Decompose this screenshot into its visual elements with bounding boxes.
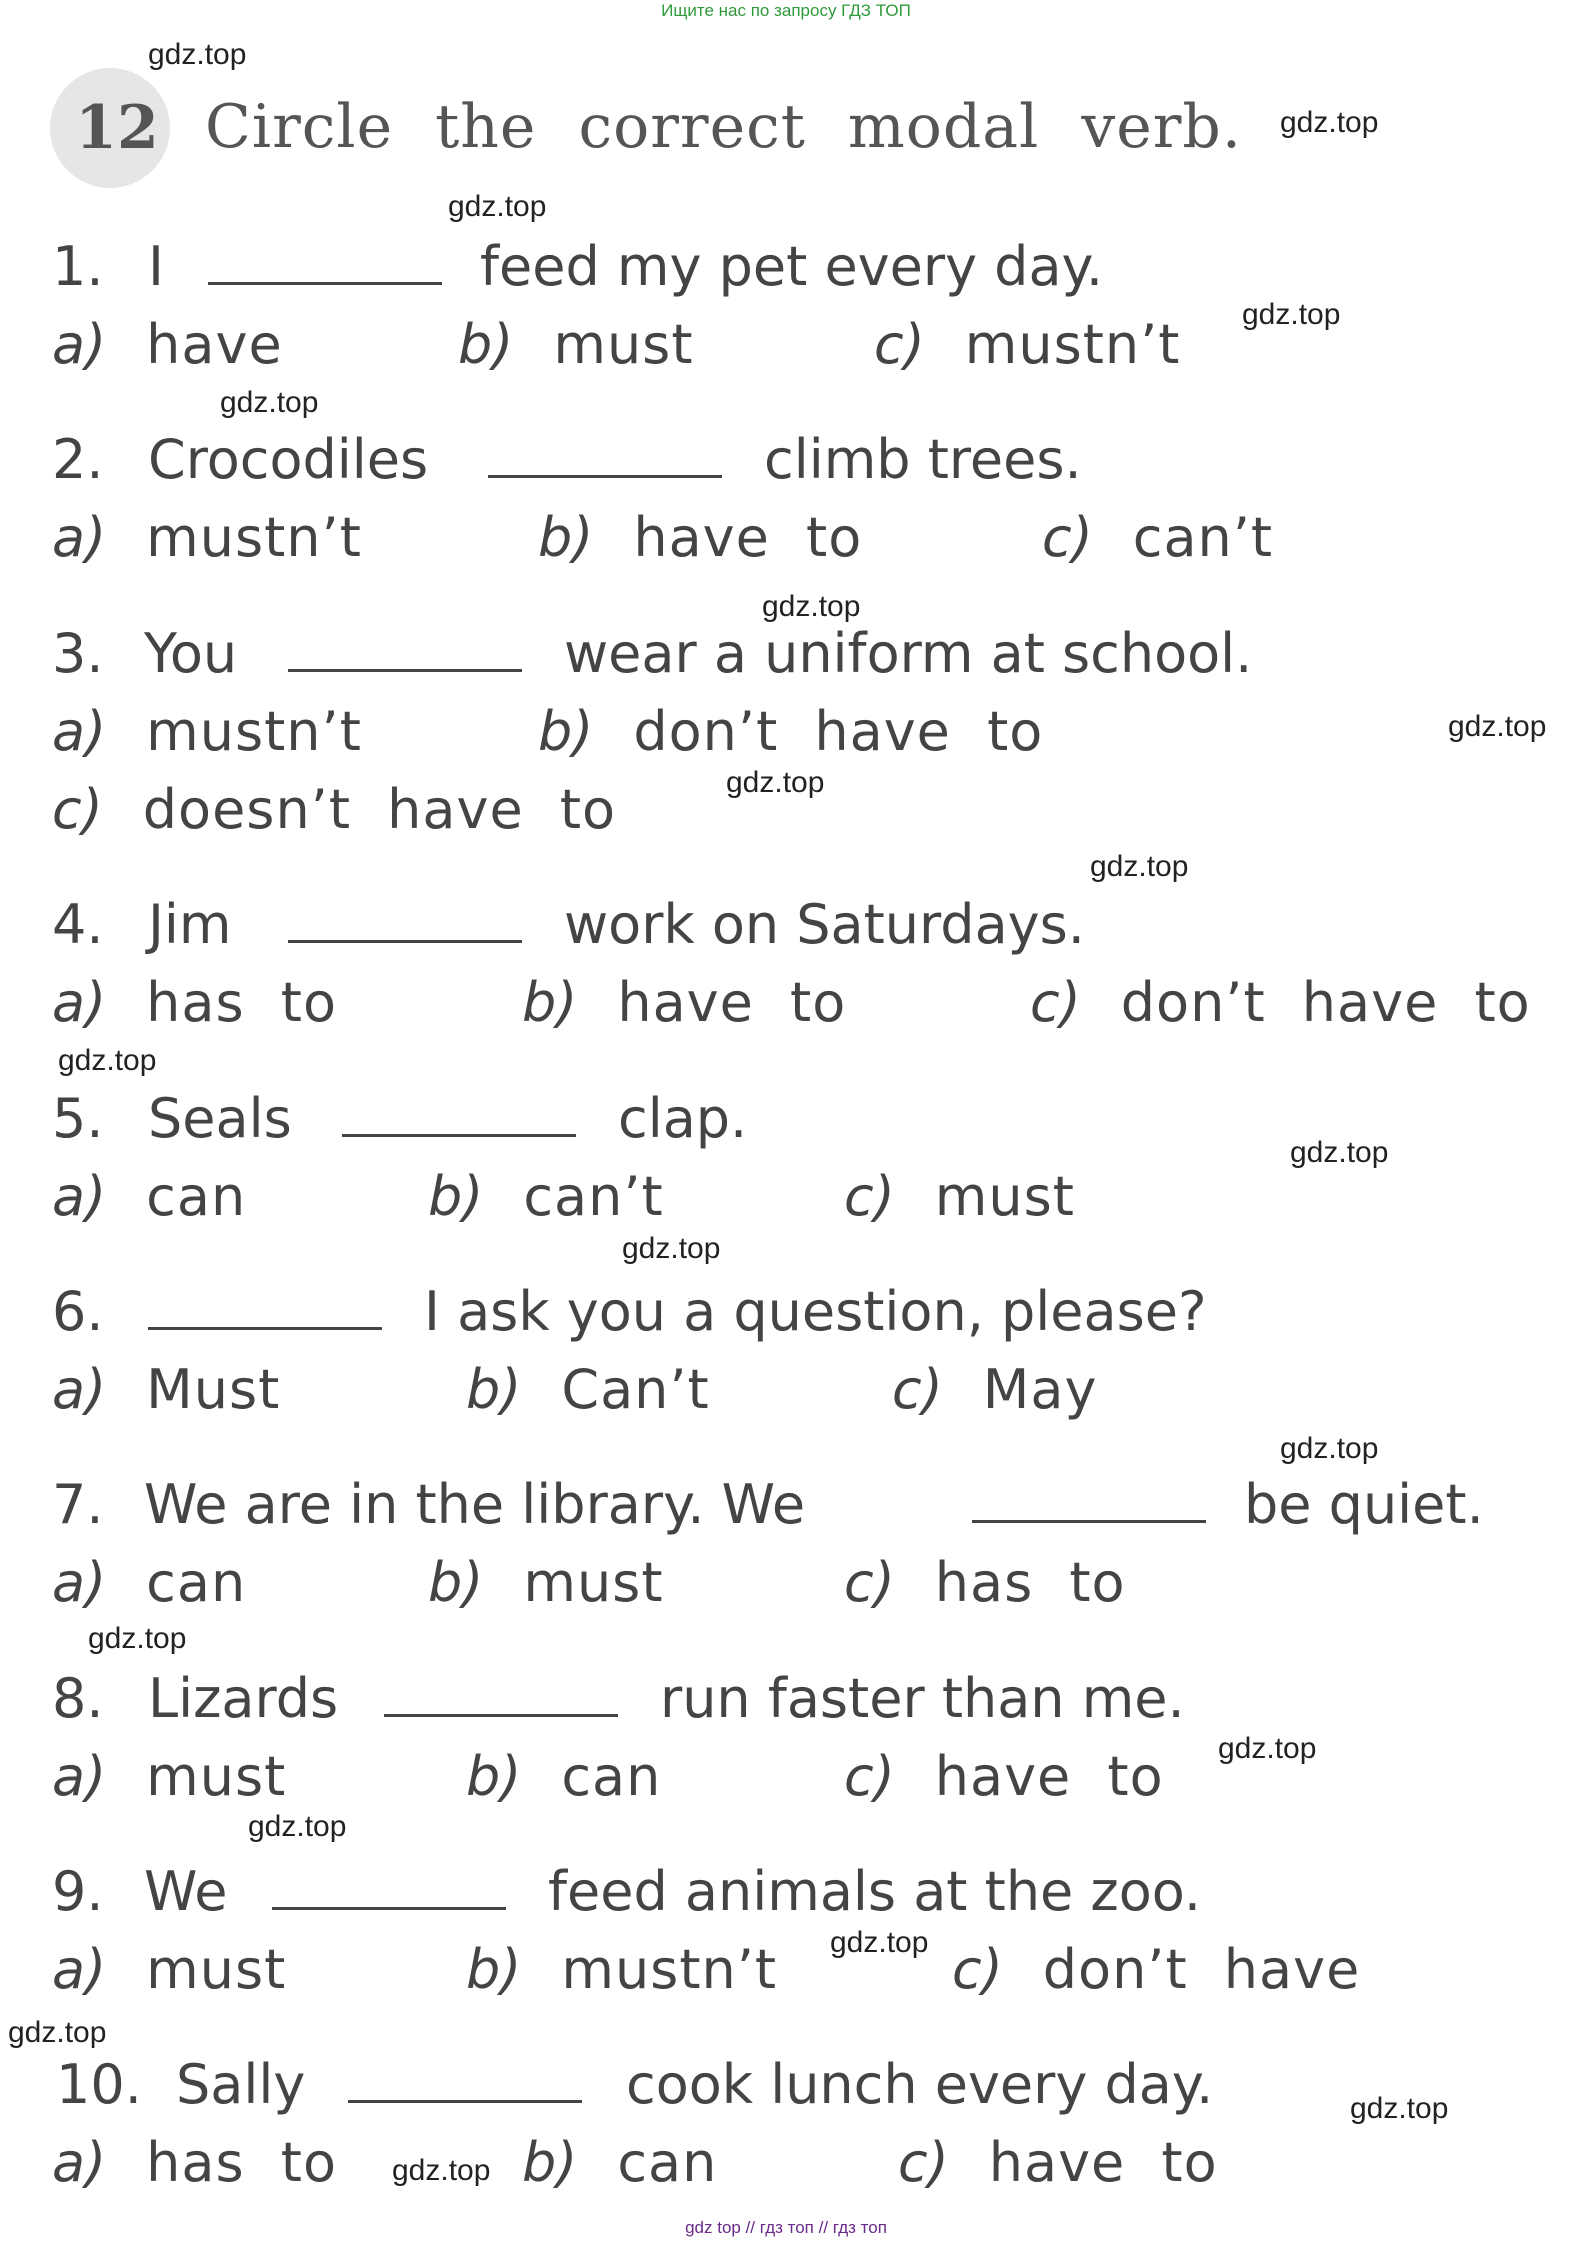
sentence-end: feed animals at the zoo. [548, 1860, 1202, 1923]
option-letter: b) [466, 1745, 522, 1808]
option-text: can [146, 1551, 247, 1614]
watermark: gdz.top [1280, 106, 1379, 139]
option-text: Must [146, 1358, 281, 1421]
option-text: have to [934, 1745, 1164, 1808]
option-text: must [146, 1745, 287, 1808]
sentence-end: wear a uniform at school. [564, 622, 1253, 685]
answer-blank[interactable] [384, 1714, 618, 1717]
option-text: have to [633, 506, 863, 569]
sentence-start: Crocodiles [148, 428, 429, 491]
sentence-end: run faster than me. [660, 1667, 1185, 1730]
answer-blank[interactable] [148, 1327, 382, 1330]
option-b[interactable] [522, 2128, 717, 2198]
option-text: mustn’t [964, 313, 1181, 376]
watermark: gdz.top [148, 38, 247, 71]
watermark: gdz.top [726, 766, 825, 799]
question-number: 4. [52, 893, 104, 956]
sentence-start: Lizards [148, 1667, 339, 1730]
option-b[interactable] [458, 310, 694, 380]
option-letter: a) [52, 971, 107, 1034]
option-c[interactable] [844, 1162, 1075, 1232]
answer-blank[interactable] [972, 1520, 1206, 1523]
sentence-start: We [144, 1860, 228, 1923]
option-letter: b) [522, 971, 578, 1034]
option-a[interactable] [52, 503, 362, 573]
question-number: 1. [52, 235, 104, 298]
question-number: 9. [52, 1860, 104, 1923]
sentence-start: You [144, 622, 238, 685]
option-c[interactable] [52, 775, 616, 845]
option-text: has to [146, 971, 337, 1034]
option-a[interactable] [52, 1548, 246, 1618]
option-letter: c) [52, 778, 103, 841]
option-b[interactable] [466, 1355, 710, 1425]
question-number: 5. [52, 1087, 104, 1150]
option-letter: a) [52, 1938, 107, 2001]
option-letter: b) [538, 700, 594, 763]
question-number: 7. [52, 1473, 104, 1536]
watermark: gdz.top [1290, 1136, 1389, 1169]
option-c[interactable] [1030, 968, 1531, 1038]
option-letter: a) [52, 1165, 107, 1228]
option-text: don’t have to [633, 700, 1044, 763]
answer-blank[interactable] [342, 1134, 576, 1137]
option-c[interactable] [874, 310, 1180, 380]
sentence-start: Seals [148, 1087, 292, 1150]
option-text: have to [988, 2131, 1218, 2194]
option-c[interactable] [844, 1742, 1164, 1812]
watermark: gdz.top [1218, 1732, 1317, 1765]
exercise-number: 12 [75, 93, 159, 163]
option-a[interactable] [52, 1355, 280, 1425]
option-letter: a) [52, 2131, 107, 2194]
option-letter: c) [844, 1165, 895, 1228]
option-letter: c) [1030, 971, 1081, 1034]
option-letter: c) [1042, 506, 1093, 569]
option-text: don’t have to [1120, 971, 1531, 1034]
option-text: have to [617, 971, 847, 1034]
watermark: gdz.top [248, 1810, 347, 1843]
option-text: have [146, 313, 283, 376]
option-text: has to [146, 2131, 337, 2194]
option-text: must [934, 1165, 1075, 1228]
option-text: has to [934, 1551, 1126, 1614]
option-text: May [982, 1358, 1098, 1421]
option-text: mustn’t [561, 1938, 778, 2001]
option-letter: b) [466, 1358, 522, 1421]
option-b[interactable] [538, 503, 862, 573]
option-text: doesn’t have to [142, 778, 617, 841]
sentence-end: feed my pet every day. [480, 235, 1103, 298]
option-b[interactable] [538, 697, 1043, 767]
option-letter: b) [428, 1551, 484, 1614]
sentence-end: I ask you a question, please? [424, 1280, 1207, 1343]
option-a[interactable] [52, 1742, 286, 1812]
option-letter: a) [52, 1358, 107, 1421]
option-text: must [523, 1551, 664, 1614]
answer-blank[interactable] [272, 1907, 506, 1910]
option-letter: b) [466, 1938, 522, 2001]
question-number: 3. [52, 622, 104, 685]
watermark: gdz.top [8, 2016, 107, 2049]
sentence-end: climb trees. [764, 428, 1082, 491]
watermark: gdz.top [762, 590, 861, 623]
option-letter: c) [892, 1358, 943, 1421]
option-text: can’t [1132, 506, 1274, 569]
option-text: Can’t [561, 1358, 710, 1421]
option-letter: a) [52, 506, 107, 569]
answer-blank[interactable] [488, 475, 722, 478]
sentence-start: We are in the library. We [144, 1473, 806, 1536]
answer-blank[interactable] [288, 669, 522, 672]
option-letter: a) [52, 313, 107, 376]
option-b[interactable] [466, 1742, 661, 1812]
option-a[interactable] [52, 968, 337, 1038]
option-b[interactable] [428, 1162, 664, 1232]
option-b[interactable] [466, 1935, 777, 2005]
sentence-end: work on Saturdays. [564, 893, 1085, 956]
option-c[interactable] [892, 1355, 1097, 1425]
question-number: 2. [52, 428, 104, 491]
answer-blank[interactable] [208, 282, 442, 285]
option-letter: c) [844, 1745, 895, 1808]
option-text: mustn’t [146, 506, 362, 569]
option-text: don’t have [1042, 1938, 1361, 2001]
option-a[interactable] [52, 1935, 286, 2005]
option-letter: b) [538, 506, 594, 569]
option-text: must [146, 1938, 287, 2001]
option-a[interactable] [52, 697, 362, 767]
watermark: gdz.top [58, 1044, 157, 1077]
watermark: gdz.top [1242, 298, 1341, 331]
option-a[interactable] [52, 2128, 337, 2198]
option-letter: a) [52, 700, 107, 763]
watermark: gdz.top [1280, 1432, 1379, 1465]
sentence-end: clap. [618, 1087, 748, 1150]
option-text: can [561, 1745, 662, 1808]
watermark: gdz.top [1350, 2092, 1449, 2125]
option-letter: c) [952, 1938, 1003, 2001]
option-text: can [146, 1165, 247, 1228]
option-letter: c) [874, 313, 925, 376]
option-c[interactable] [1042, 503, 1273, 573]
option-text: can [617, 2131, 718, 2194]
watermark: gdz.top [88, 1622, 187, 1655]
watermark: gdz.top [830, 1926, 929, 1959]
question-number: 6. [52, 1280, 104, 1343]
answer-blank[interactable] [348, 2100, 582, 2103]
watermark: gdz.top [392, 2154, 491, 2187]
option-a[interactable] [52, 1162, 246, 1232]
answer-blank[interactable] [288, 940, 522, 943]
option-b[interactable] [522, 968, 846, 1038]
option-letter: c) [898, 2131, 949, 2194]
option-letter: a) [52, 1745, 107, 1808]
option-c[interactable] [844, 1548, 1126, 1618]
sentence-end: be quiet. [1244, 1473, 1484, 1536]
option-letter: a) [52, 1551, 107, 1614]
watermark: gdz.top [1448, 710, 1547, 743]
option-text: must [553, 313, 694, 376]
watermark: gdz.top [448, 190, 547, 223]
option-letter: b) [428, 1165, 484, 1228]
watermark: gdz.top [622, 1232, 721, 1265]
sentence-start: Sally [176, 2053, 306, 2116]
footer-links[interactable]: gdz top // гдз топ // гдз топ [685, 2218, 887, 2237]
option-b[interactable] [428, 1548, 664, 1618]
option-text: can’t [523, 1165, 664, 1228]
watermark: gdz.top [220, 386, 319, 419]
sentence-start: Jim [148, 893, 232, 956]
option-c[interactable] [952, 1935, 1360, 2005]
option-c[interactable] [898, 2128, 1218, 2198]
watermark: gdz.top [1090, 850, 1189, 883]
top-banner: Ищите нас по запросу ГДЗ ТОП [661, 1, 911, 20]
option-text: mustn’t [146, 700, 362, 763]
option-letter: b) [522, 2131, 578, 2194]
sentence-end: cook lunch every day. [626, 2053, 1214, 2116]
exercise-instruction: Circle the correct modal verb. [205, 92, 1242, 162]
sentence-start: I [148, 235, 164, 298]
exercise-number-badge [50, 68, 170, 188]
option-letter: c) [844, 1551, 895, 1614]
question-number: 8. [52, 1667, 104, 1730]
question-number: 10. [56, 2053, 142, 2116]
option-letter: b) [458, 313, 514, 376]
option-a[interactable] [52, 310, 283, 380]
